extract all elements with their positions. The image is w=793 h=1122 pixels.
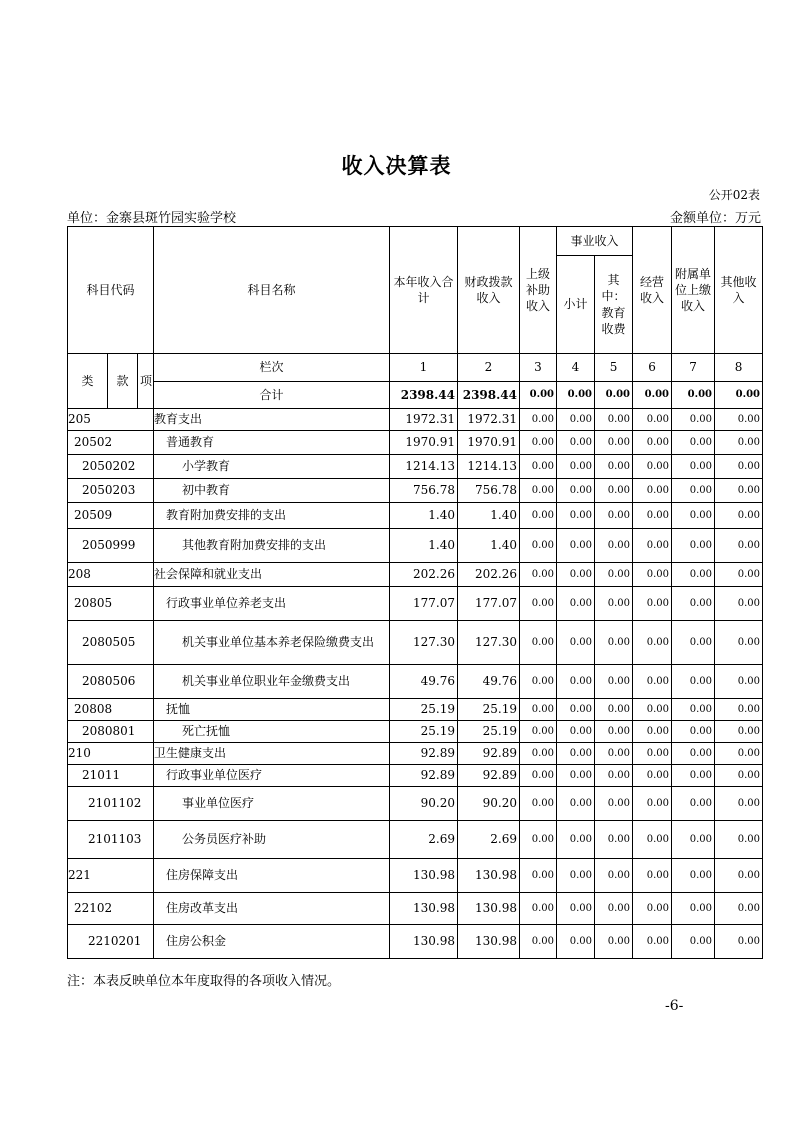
amount-cell: 0.00 <box>672 787 715 821</box>
amount-cell: 25.19 <box>458 699 520 721</box>
amount-cell: 2.69 <box>458 821 520 859</box>
header-other: 其他收入 <box>715 227 763 354</box>
amount-cell: 0.00 <box>520 409 557 431</box>
amount-cell: 0.00 <box>715 787 763 821</box>
amount-cell: 0.00 <box>715 821 763 859</box>
amount-cell: 0.00 <box>595 859 633 893</box>
total-cell: 2398.44 <box>390 382 458 409</box>
subject-name: 小学教育 <box>154 455 390 479</box>
amount-cell: 130.98 <box>390 893 458 925</box>
table-row <box>68 821 763 859</box>
amount-cell: 0.00 <box>557 587 595 621</box>
amount-cell: 0.00 <box>520 859 557 893</box>
amount-cell: 0.00 <box>672 699 715 721</box>
amount-cell: 0.00 <box>633 529 672 563</box>
amount-cell: 0.00 <box>715 859 763 893</box>
col-number: 7 <box>672 354 715 382</box>
amount-cell: 1214.13 <box>458 455 520 479</box>
amount-cell: 0.00 <box>633 431 672 455</box>
col-number: 1 <box>390 354 458 382</box>
total-label: 合计 <box>154 382 390 409</box>
amount-cell: 0.00 <box>672 455 715 479</box>
amount-cell: 25.19 <box>390 699 458 721</box>
amount-cell: 177.07 <box>458 587 520 621</box>
total-cell: 0.00 <box>672 382 715 409</box>
col-number: 2 <box>458 354 520 382</box>
amount-cell: 0.00 <box>672 529 715 563</box>
amount-cell: 1972.31 <box>458 409 520 431</box>
amount-cell: 0.00 <box>715 893 763 925</box>
total-cell: 0.00 <box>633 382 672 409</box>
amount-cell: 0.00 <box>595 821 633 859</box>
subject-code: 2101103 <box>68 821 154 859</box>
table-row <box>68 765 763 787</box>
header-subtotal: 小计 <box>557 256 595 354</box>
subject-code: 208 <box>68 563 154 587</box>
table-row <box>68 721 763 743</box>
amount-cell: 0.00 <box>595 621 633 665</box>
amount-cell: 0.00 <box>672 721 715 743</box>
amount-cell: 0.00 <box>672 563 715 587</box>
table-row <box>68 665 763 699</box>
amount-cell: 0.00 <box>520 529 557 563</box>
table-row <box>68 893 763 925</box>
amount-cell: 0.00 <box>520 587 557 621</box>
table-row <box>68 699 763 721</box>
amount-cell: 0.00 <box>595 455 633 479</box>
amount-cell: 0.00 <box>672 765 715 787</box>
subject-name: 抚恤 <box>154 699 390 721</box>
amount-cell: 0.00 <box>715 925 763 959</box>
subject-name: 教育支出 <box>154 409 390 431</box>
subject-code: 2080506 <box>68 665 154 699</box>
table-row <box>68 859 763 893</box>
table-row <box>68 529 763 563</box>
amount-cell: 130.98 <box>458 893 520 925</box>
amount-cell: 0.00 <box>595 431 633 455</box>
subject-code: 2210201 <box>68 925 154 959</box>
table-row <box>68 409 763 431</box>
amount-cell: 0.00 <box>557 563 595 587</box>
amount-cell: 202.26 <box>458 563 520 587</box>
table-row <box>68 743 763 765</box>
amount-cell: 92.89 <box>458 765 520 787</box>
subject-name: 初中教育 <box>154 479 390 503</box>
amount-cell: 0.00 <box>633 665 672 699</box>
amount-cell: 0.00 <box>715 721 763 743</box>
amount-cell: 130.98 <box>390 925 458 959</box>
table-row <box>68 587 763 621</box>
subject-code: 210 <box>68 743 154 765</box>
table-row <box>68 925 763 959</box>
amount-cell: 0.00 <box>715 743 763 765</box>
subject-code: 2080505 <box>68 621 154 665</box>
amount-cell: 0.00 <box>520 503 557 529</box>
amount-cell: 1.40 <box>458 503 520 529</box>
subject-name: 机关事业单位基本养老保险缴费支出 <box>154 621 390 665</box>
amount-cell: 0.00 <box>595 721 633 743</box>
amount-cell: 0.00 <box>672 821 715 859</box>
header-name: 科目名称 <box>154 227 390 354</box>
footnote: 注：本表反映单位本年度取得的各项收入情况。 <box>67 974 341 989</box>
amount-cell: 0.00 <box>633 455 672 479</box>
amount-cell: 1972.31 <box>390 409 458 431</box>
subject-name: 事业单位医疗 <box>154 787 390 821</box>
subject-code: 20502 <box>68 431 154 455</box>
amount-cell: 0.00 <box>633 479 672 503</box>
amount-cell: 0.00 <box>520 621 557 665</box>
reporting-unit: 单位：金寨县斑竹园实验学校 <box>67 211 237 226</box>
amount-cell: 0.00 <box>715 587 763 621</box>
amount-cell: 0.00 <box>557 743 595 765</box>
amount-cell: 0.00 <box>672 893 715 925</box>
subject-code: 2080801 <box>68 721 154 743</box>
table-row <box>68 787 763 821</box>
subject-code: 2050999 <box>68 529 154 563</box>
header-lei: 类 <box>68 354 108 409</box>
amount-cell: 0.00 <box>672 409 715 431</box>
amount-cell: 0.00 <box>715 563 763 587</box>
amount-cell: 0.00 <box>595 587 633 621</box>
amount-cell: 0.00 <box>595 503 633 529</box>
amount-cell: 0.00 <box>520 455 557 479</box>
subject-name: 行政事业单位医疗 <box>154 765 390 787</box>
amount-cell: 0.00 <box>557 925 595 959</box>
amount-cell: 1.40 <box>390 503 458 529</box>
amount-cell: 2.69 <box>390 821 458 859</box>
amount-cell: 0.00 <box>557 621 595 665</box>
subject-name: 教育附加费安排的支出 <box>154 503 390 529</box>
amount-cell: 0.00 <box>520 821 557 859</box>
amount-cell: 0.00 <box>557 721 595 743</box>
header-business: 事业收入 <box>557 227 633 256</box>
amount-cell: 0.00 <box>595 529 633 563</box>
amount-cell: 202.26 <box>390 563 458 587</box>
subject-code: 2050202 <box>68 455 154 479</box>
amount-cell: 0.00 <box>520 563 557 587</box>
subject-name: 死亡抚恤 <box>154 721 390 743</box>
amount-cell: 0.00 <box>557 787 595 821</box>
amount-cell: 1.40 <box>458 529 520 563</box>
amount-cell: 0.00 <box>633 409 672 431</box>
subject-code: 20509 <box>68 503 154 529</box>
subject-name: 机关事业单位职业年金缴费支出 <box>154 665 390 699</box>
amount-cell: 0.00 <box>557 893 595 925</box>
amount-cell: 0.00 <box>715 479 763 503</box>
total-cell: 2398.44 <box>458 382 520 409</box>
amount-cell: 0.00 <box>557 455 595 479</box>
amount-cell: 49.76 <box>458 665 520 699</box>
table-row <box>68 431 763 455</box>
amount-cell: 0.00 <box>520 665 557 699</box>
col-number: 6 <box>633 354 672 382</box>
subject-name: 行政事业单位养老支出 <box>154 587 390 621</box>
amount-cell: 0.00 <box>715 409 763 431</box>
amount-cell: 90.20 <box>390 787 458 821</box>
amount-cell: 0.00 <box>633 721 672 743</box>
amount-cell: 0.00 <box>633 743 672 765</box>
amount-cell: 0.00 <box>633 699 672 721</box>
amount-cell: 0.00 <box>672 503 715 529</box>
amount-cell: 0.00 <box>595 665 633 699</box>
amount-cell: 0.00 <box>672 665 715 699</box>
amount-cell: 0.00 <box>520 925 557 959</box>
amount-cell: 49.76 <box>390 665 458 699</box>
amount-cell: 0.00 <box>595 765 633 787</box>
amount-cell: 0.00 <box>672 431 715 455</box>
amount-cell: 0.00 <box>715 621 763 665</box>
col-number: 8 <box>715 354 763 382</box>
amount-cell: 0.00 <box>633 563 672 587</box>
amount-cell: 0.00 <box>633 787 672 821</box>
amount-cell: 0.00 <box>557 821 595 859</box>
amount-cell: 0.00 <box>672 859 715 893</box>
subject-name: 其他教育附加费安排的支出 <box>154 529 390 563</box>
amount-cell: 0.00 <box>715 431 763 455</box>
amount-cell: 0.00 <box>557 765 595 787</box>
table-row <box>68 563 763 587</box>
subject-code: 2050203 <box>68 479 154 503</box>
subject-code: 20808 <box>68 699 154 721</box>
amount-cell: 25.19 <box>458 721 520 743</box>
table-row <box>68 621 763 665</box>
header-upper: 上级补助收入 <box>520 227 557 354</box>
table-row <box>68 503 763 529</box>
subject-name: 住房保障支出 <box>154 859 390 893</box>
amount-cell: 0.00 <box>557 665 595 699</box>
amount-cell: 0.00 <box>520 699 557 721</box>
subject-name: 公务员医疗补助 <box>154 821 390 859</box>
amount-cell: 0.00 <box>520 721 557 743</box>
amount-cell: 0.00 <box>520 479 557 503</box>
amount-cell: 90.20 <box>458 787 520 821</box>
amount-cell: 0.00 <box>520 787 557 821</box>
table-row <box>68 479 763 503</box>
subject-name: 卫生健康支出 <box>154 743 390 765</box>
header-operating: 经营收入 <box>633 227 672 354</box>
amount-cell: 0.00 <box>672 587 715 621</box>
amount-cell: 130.98 <box>458 925 520 959</box>
header-kuan: 款 <box>108 354 138 409</box>
amount-cell: 92.89 <box>390 743 458 765</box>
amount-unit: 金额单位：万元 <box>669 211 761 226</box>
table-row <box>68 455 763 479</box>
subject-code: 205 <box>68 409 154 431</box>
subject-name: 住房改革支出 <box>154 893 390 925</box>
amount-cell: 0.00 <box>595 787 633 821</box>
amount-cell: 0.00 <box>672 743 715 765</box>
amount-cell: 130.98 <box>458 859 520 893</box>
amount-cell: 1.40 <box>390 529 458 563</box>
amount-cell: 92.89 <box>458 743 520 765</box>
amount-cell: 0.00 <box>672 479 715 503</box>
page-number: -6- <box>665 998 684 1014</box>
header-lanci: 栏次 <box>154 354 390 382</box>
amount-cell: 0.00 <box>557 479 595 503</box>
col-number: 3 <box>520 354 557 382</box>
amount-cell: 0.00 <box>715 665 763 699</box>
amount-cell: 0.00 <box>557 859 595 893</box>
table-body <box>68 409 763 959</box>
amount-cell: 0.00 <box>557 409 595 431</box>
amount-cell: 0.00 <box>557 503 595 529</box>
amount-cell: 1970.91 <box>458 431 520 455</box>
amount-cell: 1970.91 <box>390 431 458 455</box>
form-number: 公开02表 <box>708 188 760 202</box>
header-fiscal: 财政拨款收入 <box>458 227 520 354</box>
amount-cell: 0.00 <box>633 893 672 925</box>
total-cell: 0.00 <box>715 382 763 409</box>
total-cell: 0.00 <box>520 382 557 409</box>
amount-cell: 0.00 <box>715 765 763 787</box>
subject-code: 22102 <box>68 893 154 925</box>
amount-cell: 0.00 <box>520 765 557 787</box>
header-code: 科目代码 <box>68 227 154 354</box>
amount-cell: 0.00 <box>633 925 672 959</box>
subject-name: 社会保障和就业支出 <box>154 563 390 587</box>
column-number-row <box>68 354 763 382</box>
amount-cell: 0.00 <box>633 503 672 529</box>
amount-cell: 0.00 <box>633 621 672 665</box>
total-cell: 0.00 <box>557 382 595 409</box>
amount-cell: 25.19 <box>390 721 458 743</box>
amount-cell: 0.00 <box>595 409 633 431</box>
amount-cell: 756.78 <box>390 479 458 503</box>
amount-cell: 756.78 <box>458 479 520 503</box>
amount-cell: 92.89 <box>390 765 458 787</box>
amount-cell: 0.00 <box>520 893 557 925</box>
page-title: 收入决算表 <box>341 153 452 178</box>
amount-cell: 0.00 <box>595 925 633 959</box>
income-statement-table <box>67 226 763 959</box>
subject-code: 21011 <box>68 765 154 787</box>
amount-cell: 0.00 <box>557 529 595 563</box>
amount-cell: 0.00 <box>595 743 633 765</box>
amount-cell: 127.30 <box>390 621 458 665</box>
amount-cell: 0.00 <box>595 563 633 587</box>
amount-cell: 0.00 <box>633 821 672 859</box>
amount-cell: 0.00 <box>715 455 763 479</box>
amount-cell: 0.00 <box>715 699 763 721</box>
total-cell: 0.00 <box>595 382 633 409</box>
amount-cell: 0.00 <box>633 587 672 621</box>
header-xiang: 项 <box>138 354 154 409</box>
header-affiliated: 附属单位上缴收入 <box>672 227 715 354</box>
header-edu-fee: 其中：教育收费 <box>595 256 633 354</box>
amount-cell: 0.00 <box>633 765 672 787</box>
amount-cell: 0.00 <box>557 699 595 721</box>
amount-cell: 1214.13 <box>390 455 458 479</box>
header-total: 本年收入合计 <box>390 227 458 354</box>
amount-cell: 0.00 <box>557 431 595 455</box>
col-number: 4 <box>557 354 595 382</box>
col-number: 5 <box>595 354 633 382</box>
subject-name: 住房公积金 <box>154 925 390 959</box>
amount-cell: 0.00 <box>633 859 672 893</box>
amount-cell: 130.98 <box>390 859 458 893</box>
amount-cell: 0.00 <box>595 479 633 503</box>
subject-code: 2101102 <box>68 787 154 821</box>
subject-code: 20805 <box>68 587 154 621</box>
amount-cell: 0.00 <box>715 503 763 529</box>
total-row <box>68 382 763 409</box>
amount-cell: 0.00 <box>672 925 715 959</box>
amount-cell: 127.30 <box>458 621 520 665</box>
subject-code: 221 <box>68 859 154 893</box>
amount-cell: 0.00 <box>520 431 557 455</box>
amount-cell: 0.00 <box>595 699 633 721</box>
amount-cell: 0.00 <box>520 743 557 765</box>
amount-cell: 0.00 <box>715 529 763 563</box>
amount-cell: 0.00 <box>672 621 715 665</box>
amount-cell: 177.07 <box>390 587 458 621</box>
amount-cell: 0.00 <box>595 893 633 925</box>
subject-name: 普通教育 <box>154 431 390 455</box>
